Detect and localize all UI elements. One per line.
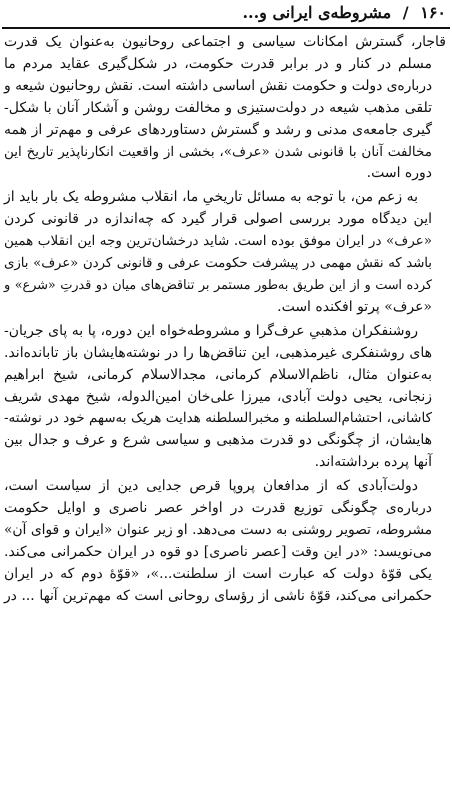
- text-line: زنجانی، یحیی دولت آبادی، میرزا علی‌خان امین‌الدوله، شیخ مهدی شریف: [4, 388, 432, 405]
- text-line: درباره‌ی دولت و حکومت نقش اساسی داشته است. نقش روحانیون شیعه و: [4, 77, 432, 94]
- text-line: یکی قوّهٔ دولت که عبارت است از سلطنت...»، «قوّهٔ دوم که در ایران: [4, 565, 432, 582]
- text-line: مشروطه، تصویر روشنی به دست می‌دهد. او زیر عنوان «ایران و قوای آن»: [4, 521, 432, 538]
- text-line: روشنفکران مذهبیِ عرف‌گرا و مشروطه‌خواه این دوره، پا به پای جریان-: [4, 322, 418, 339]
- text-line: به زعم من، با توجه به مسائل تاریخیِ ما، انقلاب مشروطه یک بار باید از: [4, 189, 418, 206]
- text-line: این دیدگاه مورد بررسی اصولی قرار گیرد که چه‌اندازه در قانونی کردن: [4, 211, 432, 228]
- text-line: حکمرانی می‌کند، قوّهٔ ناشی از رؤسای روحانی است که مهم‌ترین آنها ... در: [4, 587, 432, 604]
- text-line: هایشان، از چگونگی دو قدرت مذهبی و سیاسی شرع و عرف و جدال بین: [4, 432, 432, 449]
- running-title: مشروطه‌ی ایرانی و...: [242, 3, 392, 22]
- text-line: می‌نویسد: «در این وقت [عصر ناصری] دو قوه در ایران حکمرانی می‌کند.: [4, 543, 432, 560]
- text-line: دولت‌آبادی که از مدافعان پروپا قرص جدایی دین از سیاست است،: [4, 478, 418, 495]
- page-header: [0, 1, 446, 25]
- text-line: دوره است.: [366, 165, 432, 182]
- text-line: «عرف» در ایران موفق بوده است. شاید درخشان‌ترین وجه این انقلاب همین: [4, 233, 432, 250]
- body-text: [4, 32, 446, 796]
- text-line: گیری جامعه‌ی مدنی و رشد و گسترش دستاوردهای عرفی و مهم‌تر از همه: [4, 121, 432, 138]
- text-line: به‌عنوان مثال، ناظم‌الاسلام کرمانی، مجدالاسلام کرمانی، شیخ ابراهیم: [4, 366, 432, 383]
- page-number: ۱۶۰: [420, 3, 446, 22]
- paragraph-4: [4, 476, 446, 607]
- text-line: کاشانی، احتشام‌السلطنه و مخبرالسلطنه هدایت هریک به‌سهم خود در نوشته-: [4, 410, 432, 427]
- text-line: قاجار، گسترش امکانات سیاسی و اجتماعی روحانیون به‌عنوان یک قدرت: [4, 34, 446, 50]
- paragraph-1: [4, 32, 446, 185]
- text-line: مسلم در کنار و در برابر قدرت حکومت، در شکل‌گیری عقاید مردم ما: [4, 55, 432, 72]
- paragraph-3: [4, 321, 446, 474]
- text-line: کرده است و از این طریق به‌طور مستمر بر تناقض‌های میان دو قدرتِ «شرع» و: [4, 277, 432, 293]
- header-separator: /: [402, 3, 409, 22]
- header-rule: [2, 27, 450, 29]
- text-line: های روشنفکری غیرمذهبی، این تناقض‌ها را در نوشته‌هایشان باز تابانده‌اند.: [4, 344, 432, 361]
- text-line: درباره‌ی چگونگی توزیع قدرت در اواخر عصر ناصری و اوایل حکومت: [4, 500, 432, 517]
- paragraph-2: [4, 187, 446, 318]
- text-line: تلقی مذهب شیعه در دولت‌ستیزی و مخالفت روشن و آشکار آنان با شکل-: [4, 99, 432, 116]
- text-line: باشد که نقش مهمی در پیشرفت حکومت عرفی و قانونی کردن «عرف» بازی: [4, 256, 432, 272]
- text-line: مخالفت آنان با قانونی شدن «عرف»، بخشی از واقعیت انکارناپذیر تاریخ این: [4, 143, 432, 160]
- text-line: آنها پرده برداشته‌اند.: [314, 454, 432, 471]
- text-line: «عرف» پرتو افکنده است.: [277, 298, 432, 315]
